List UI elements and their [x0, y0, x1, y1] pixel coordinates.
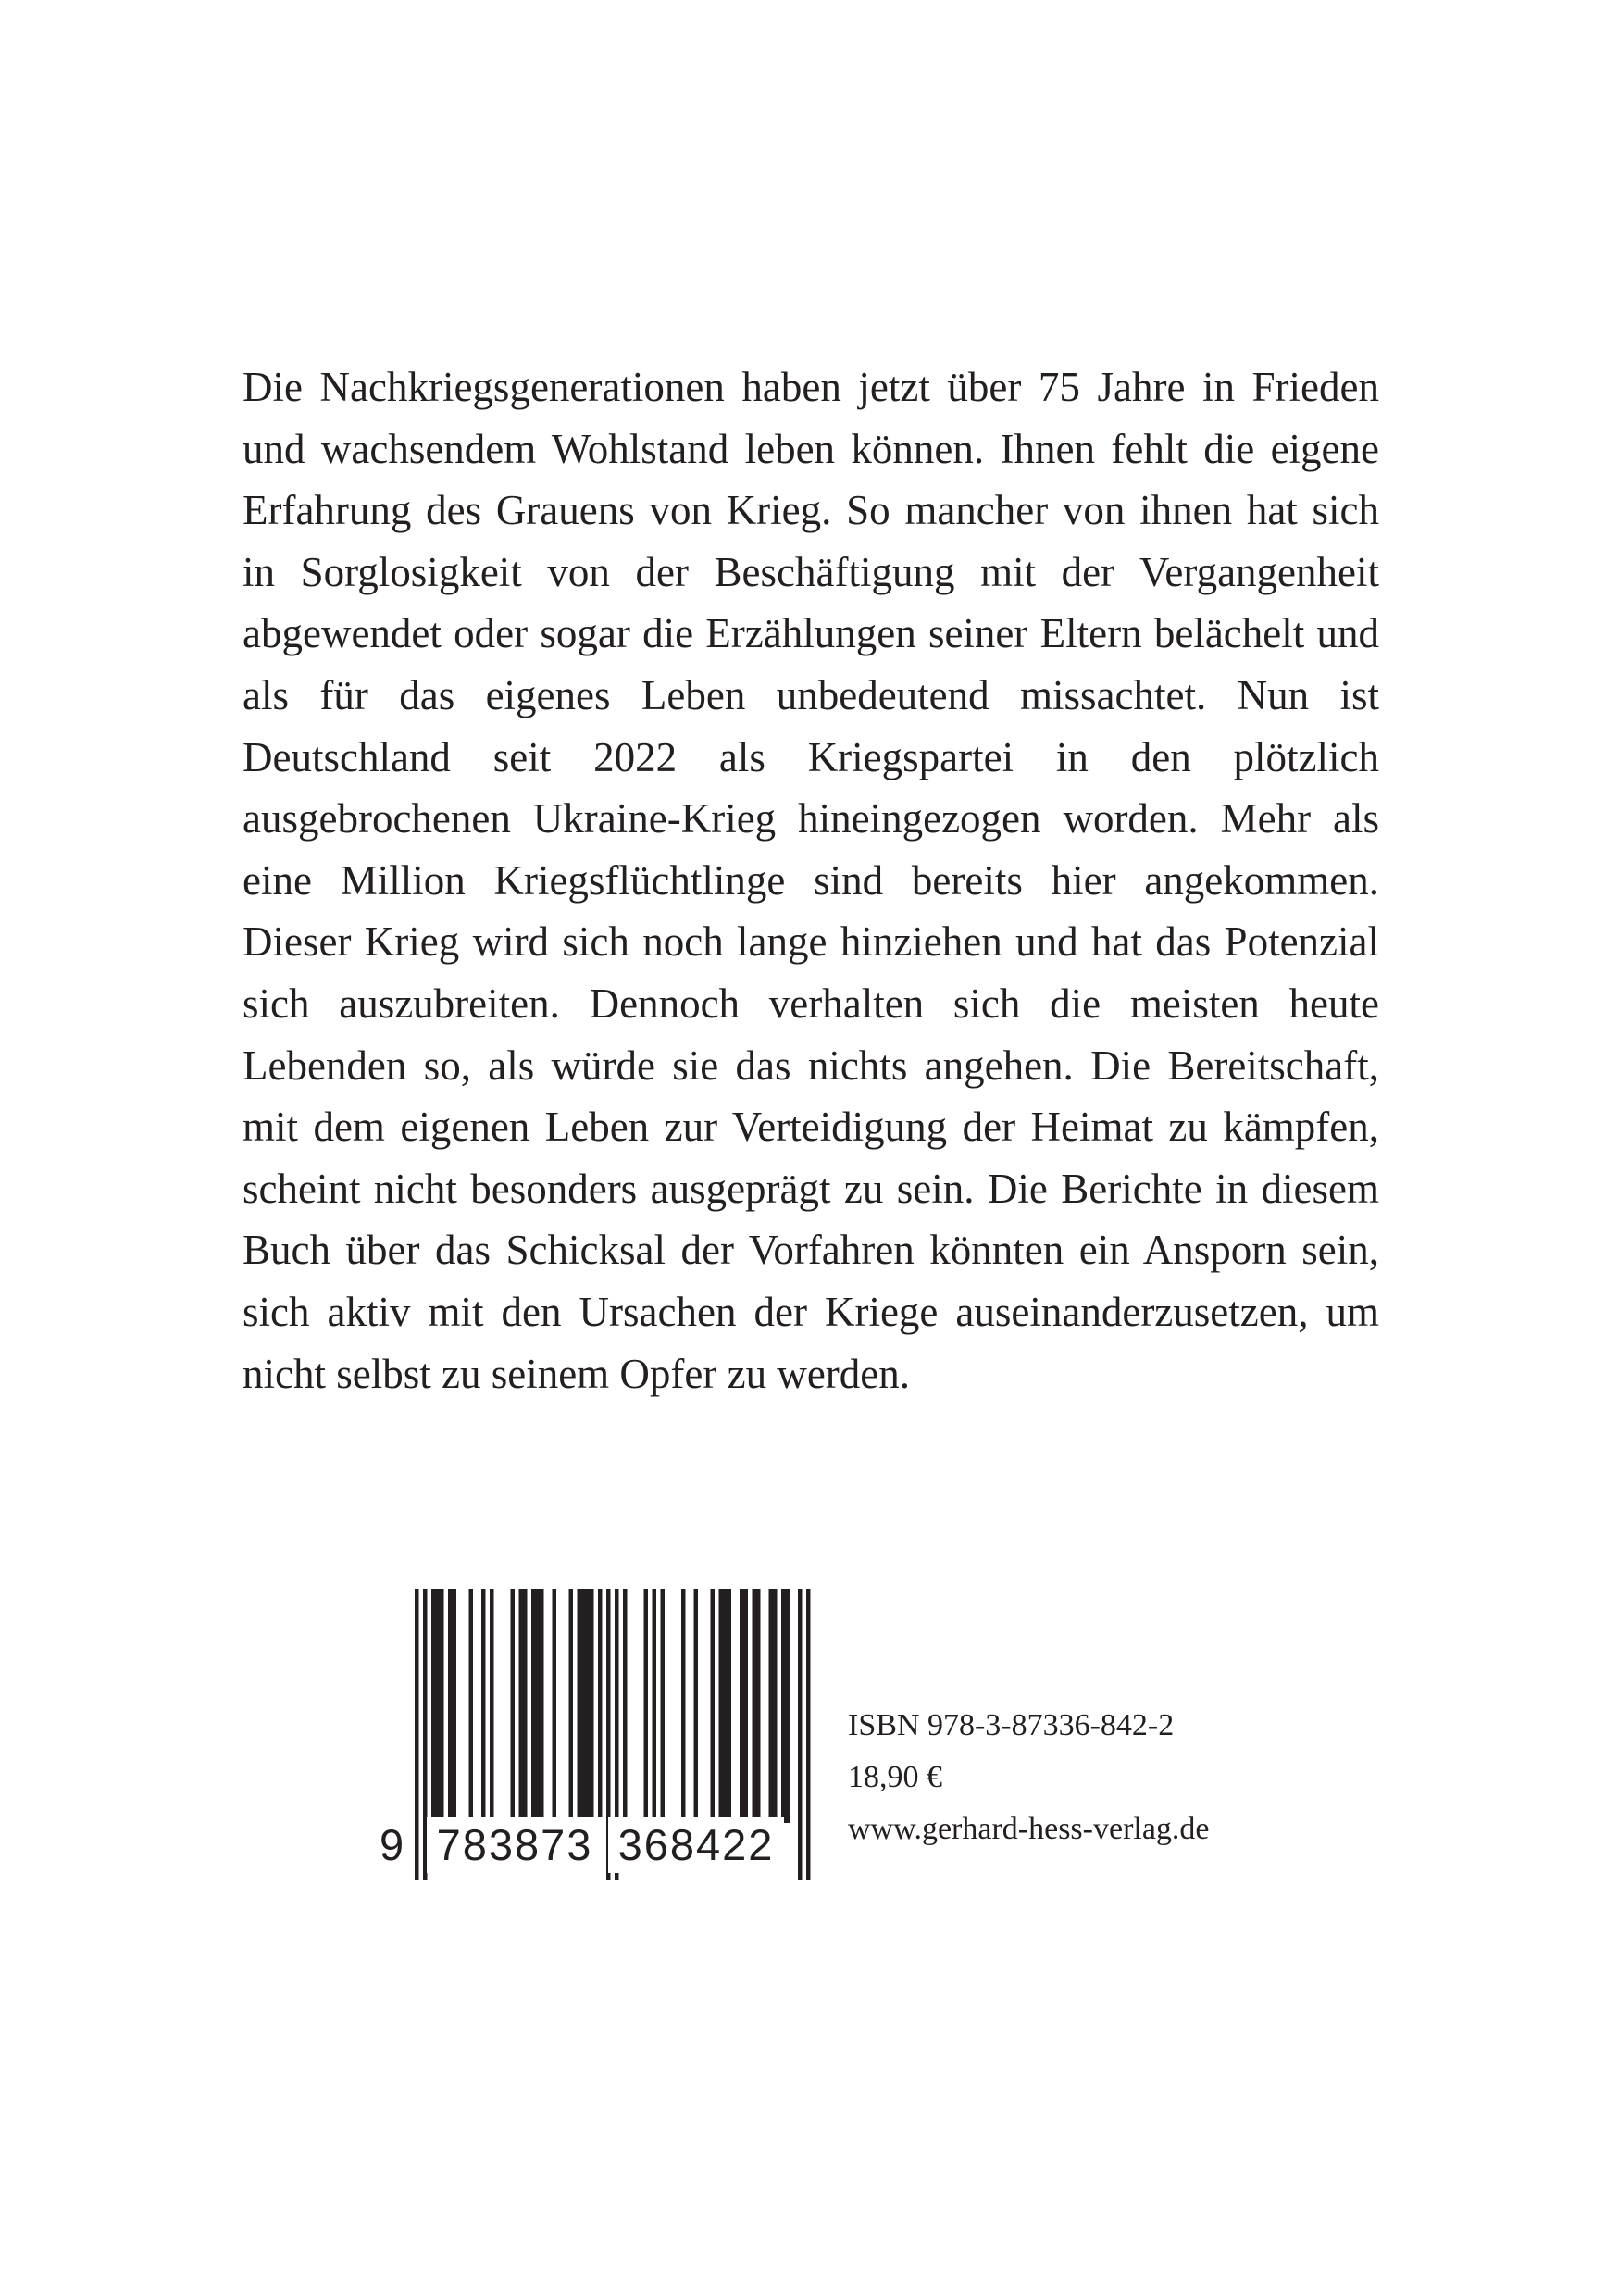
isbn-text: ISBN 978-3-87336-842-2 — [848, 1708, 1175, 1742]
barcode-first-digit: 9 — [380, 1820, 406, 1869]
barcode-bar — [694, 1589, 699, 1823]
barcode-bar — [740, 1589, 748, 1823]
barcode-guard-bar — [806, 1589, 811, 1880]
barcode-guard-bar — [415, 1589, 419, 1880]
barcode-bar — [653, 1589, 657, 1823]
barcode-bar — [569, 1589, 574, 1823]
barcode-bar — [661, 1589, 666, 1823]
barcode-bar — [681, 1589, 686, 1823]
price-text: 18,90 € — [848, 1760, 942, 1794]
barcode-bar — [490, 1589, 494, 1823]
publication-info — [848, 1700, 1210, 1855]
barcode-bar — [481, 1589, 486, 1823]
barcode-bar — [753, 1589, 761, 1823]
barcode-bar — [519, 1589, 528, 1823]
barcode-bar — [511, 1589, 516, 1823]
barcode-bar — [448, 1589, 456, 1823]
barcode-left-digits: 783873 — [427, 1817, 603, 1873]
barcode-bar — [598, 1589, 603, 1823]
back-cover-blurb: Die Nachkriegsgenerationen haben jetzt über 75 Jahre in Frieden und wachsendem Wohlstand leben können. Ihnen fehlt die eigene Erfahrung des Grauens von Krieg. So mancher von ihnen hat sich in Sorglosigkeit von der Beschäftigung mit der Vergangenheit abgewendet oder sogar die Erzählungen seiner Eltern belächelt und als für das eigenes Leben unbedeutend missachtet. Nun ist Deutschland seit 2022 als Kriegspartei in den plötzlich ausgebrochenen Ukraine-Krieg hineingezogen worden. Mehr als eine Million Kriegsflüchtlinge sind bereits hier angekommen. Dieser Krieg wird sich noch lange hinziehen und hat das Potenzial sich auszubreiten. Dennoch verhalten sich die meisten heute Lebenden so, als würde sie das nichts angehen. Die Bereitschaft, mit dem eigenen Leben zur Verteidigung der Heimat zu kämpfen, scheint nicht besonders ausgeprägt zu sein. Die Berichte in diesem Buch über das Schicksal der Vorfahren könnten ein Ansporn sein, sich aktiv mit den Ursachen der Kriege auseinanderzusetzen, um nicht selbst zu seinem Opfer zu werden. — [243, 364, 1379, 1397]
barcode-bar — [553, 1589, 557, 1823]
barcode-bar — [711, 1589, 716, 1823]
barcode-bar — [769, 1589, 778, 1823]
barcode-bar — [719, 1589, 732, 1823]
barcode-guard-bar — [798, 1589, 803, 1880]
barcode-bar — [644, 1589, 649, 1823]
isbn-barcode — [380, 1589, 815, 1880]
barcode-bar — [531, 1589, 544, 1823]
barcode-bar — [469, 1589, 474, 1823]
publisher-website[interactable]: www.gerhard-hess-verlag.de — [848, 1812, 1210, 1846]
barcode-bar — [578, 1589, 594, 1823]
barcode-bar — [431, 1589, 444, 1823]
barcode-bar — [623, 1589, 628, 1823]
barcode-bar — [781, 1589, 790, 1823]
barcode-right-digits: 368422 — [608, 1817, 784, 1873]
